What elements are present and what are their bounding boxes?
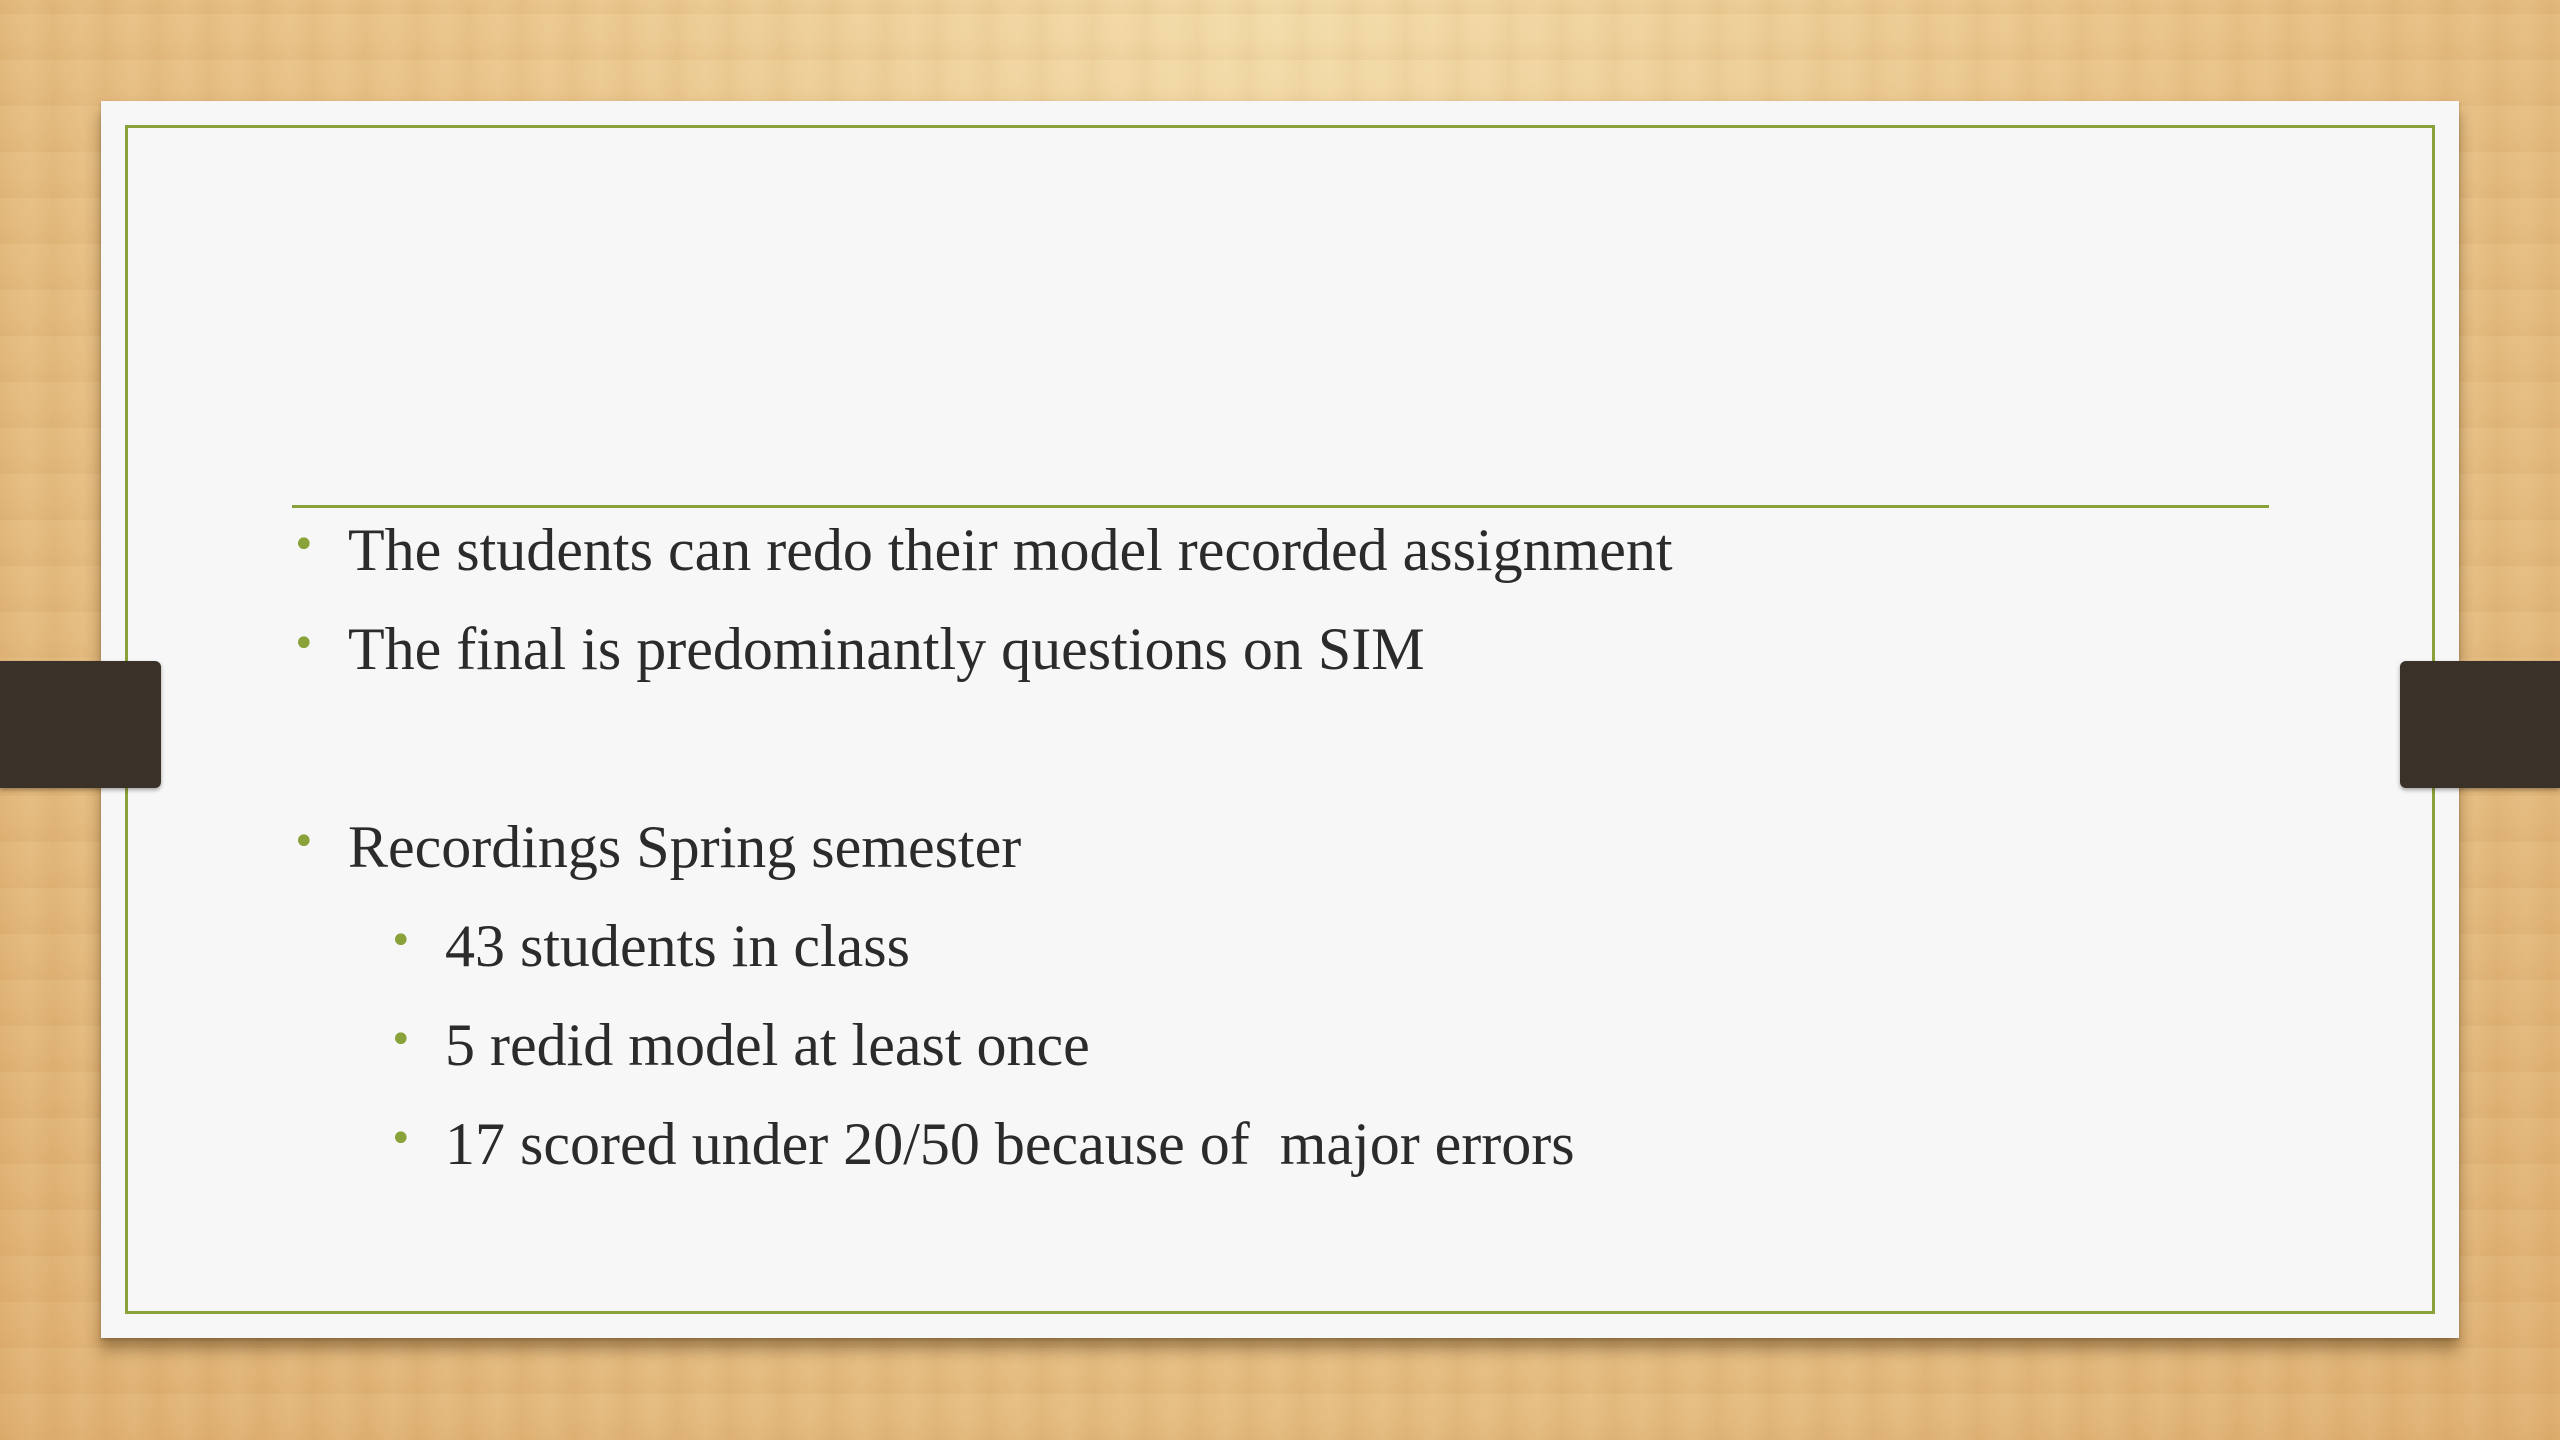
bullet-item	[292, 510, 1673, 590]
bullet-dot-icon: •	[389, 1017, 413, 1063]
bullet-item	[292, 807, 1021, 887]
sub-bullet-text: 43 students in class	[445, 913, 910, 979]
bullet-text: The final is predominantly questions on SIM	[348, 616, 1425, 682]
sub-bullet-text: 5 redid model at least once	[445, 1012, 1090, 1078]
bullet-text: Recordings Spring semester	[348, 814, 1022, 880]
left-binder-clip	[0, 661, 161, 788]
title-divider	[292, 505, 2269, 508]
bullet-dot-icon: •	[389, 918, 413, 964]
sub-bullet-item	[389, 1104, 1575, 1184]
bullet-dot-icon: •	[292, 621, 316, 667]
bullet-text: The students can redo their model recorded assignment	[348, 517, 1673, 583]
sub-bullet-text: 17 scored under 20/50 because of major errors	[445, 1111, 1575, 1177]
sub-bullet-item	[389, 1005, 1090, 1085]
right-binder-clip	[2400, 661, 2560, 788]
sub-bullet-item	[389, 906, 910, 986]
bullet-dot-icon: •	[292, 819, 316, 865]
bullet-item	[292, 609, 1425, 689]
bullet-dot-icon: •	[389, 1116, 413, 1162]
bullet-dot-icon: •	[292, 522, 316, 568]
